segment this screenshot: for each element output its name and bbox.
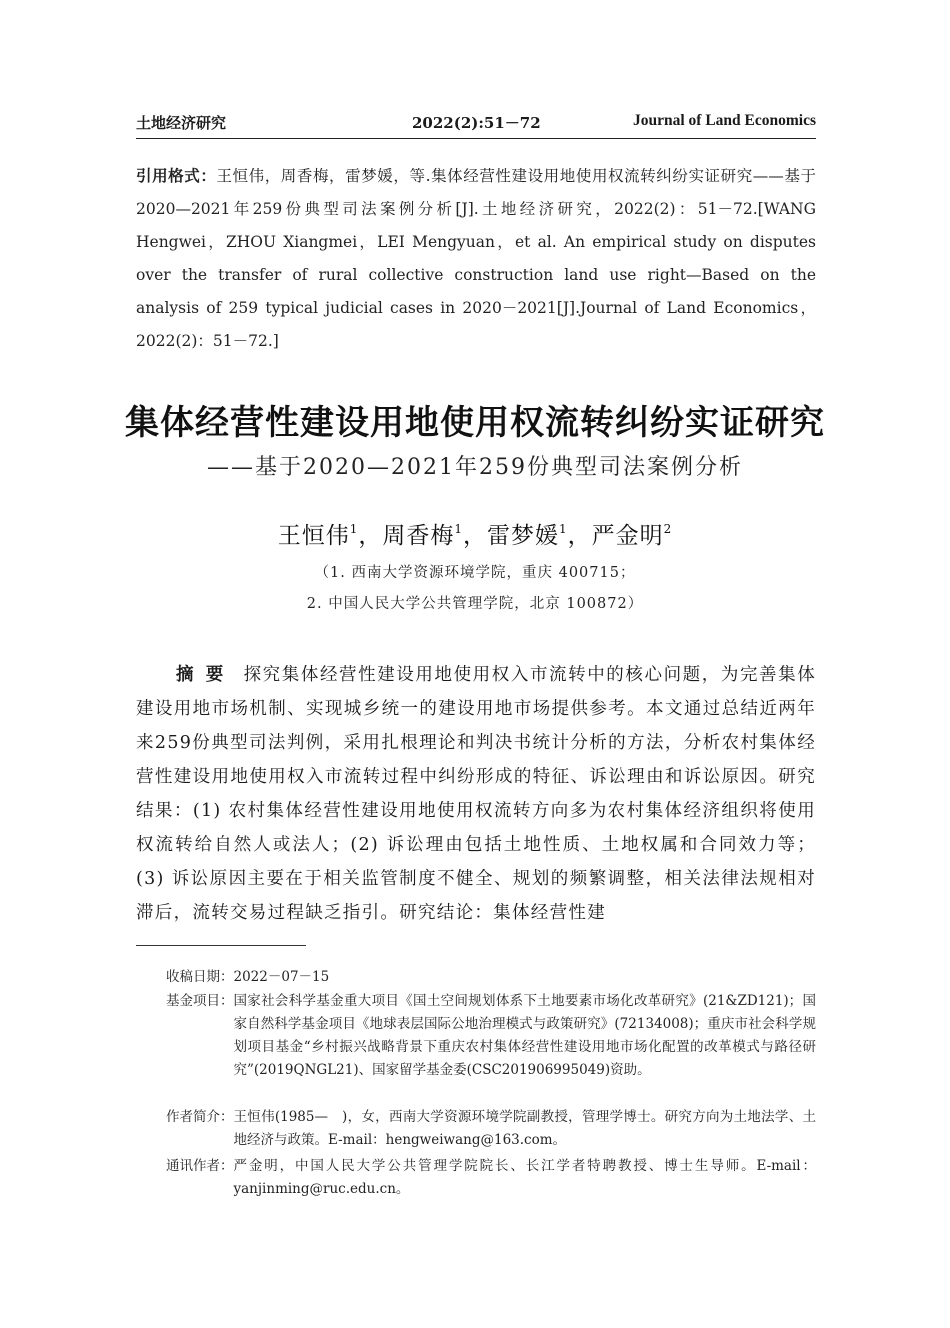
footnote-author-bio	[166, 1106, 816, 1152]
footnote-corresponding	[166, 1155, 816, 1201]
author-affil-mark: 1	[559, 522, 568, 536]
author-separator: ，	[463, 523, 487, 549]
author-affil-mark: 1	[454, 522, 463, 536]
author-affil-mark: 1	[349, 522, 359, 536]
paper-title: 集体经营性建设用地使用权流转纠纷实证研究	[125, 403, 825, 443]
footnote-key: 作者简介：	[166, 1109, 234, 1125]
affiliation-line: （1. 西南大学资源环境学院，重庆 400715；	[314, 565, 636, 581]
author-affil-mark: 2	[663, 522, 673, 536]
citation-block	[136, 160, 816, 358]
citation-label: 引用格式：	[136, 167, 217, 185]
header-journal-cn: 土地经济研究	[136, 114, 227, 132]
affiliation-line: 2. 中国人民大学公共管理学院，北京 100872）	[306, 596, 644, 612]
author-name: 雷梦媛	[487, 523, 559, 549]
footnote-key: 收稿日期：	[166, 969, 234, 985]
footnote-key: 通讯作者：	[166, 1158, 234, 1174]
citation-text: 王恒伟，周香梅，雷梦媛，等.集体经营性建设用地使用权流转纠纷实证研究——基于2020—2021年259份典型司法案例分析[J].土地经济研究，2022(2)：51－72.[WANG Hengwei，ZHOU Xiangmei，LEI Mengyuan，et al. An empirical study on disputes over the transfer of rural collective construction land use right—Based on the analysis of 259 typical judicial cases in 2020－2021[J].Journal of Land Economics，2022(2)：51－72.]	[136, 167, 816, 350]
footnote-value: 严金明，中国人民大学公共管理学院院长、长江学者特聘教授、博士生导师。E-mail：yanjinming@ruc.edu.cn。	[233, 1158, 816, 1197]
author-name: 严金明	[591, 523, 664, 549]
abstract-block	[136, 658, 816, 930]
abstract-text: 探究集体经营性建设用地使用权入市流转中的核心问题，为完善集体建设用地市场机制、实现城乡统一的建设用地市场提供参考。本文通过总结近两年来259份典型司法判例，采用扎根理论和判决书统计分析的方法，分析农村集体经营性建设用地使用权入市流转过程中纠纷形成的特征、诉讼理由和诉讼原因。研究结果：(1) 农村集体经营性建设用地使用权流转方向多为农村集体经济组织将使用权流转给自然人或法人；(2) 诉讼理由包括土地性质、土地权属和合同效力等；(3) 诉讼原因主要在于相关监管制度不健全、规划的频繁调整，相关法律法规相对滞后，流转交易过程缺乏指引。研究结论：集体经营性建	[136, 665, 817, 923]
header-rule	[136, 138, 816, 139]
author-list	[0, 517, 950, 550]
author-name: 周香梅	[382, 523, 455, 549]
footnote-key: 基金项目：	[166, 993, 234, 1009]
footnote-value: 国家社会科学基金重大项目《国土空间规划体系下土地要素市场化改革研究》(21&ZD121)；国家自然科学基金项目《地球表层国际公地治理模式与政策研究》(72134008)；重庆市社会科学规划项目基金“乡村振兴战略背景下重庆农村集体经营性建设用地市场化配置的改革模式与路径研究”(2019QNGL21)、国家留学基金委(CSC201906995049)资助。	[233, 993, 816, 1078]
abstract-label: 摘要	[176, 665, 236, 685]
footnote-received	[166, 966, 816, 989]
header-issue: 2022(2):51－72	[412, 114, 541, 132]
footnote-value: 王恒伟(1985— )，女，西南大学资源环境学院副教授，管理学博士。研究方向为土地法学、土地经济与政策。E-mail：hengweiwang@163.com。	[233, 1109, 816, 1148]
paper-subtitle: ——基于2020—2021年259份典型司法案例分析	[207, 455, 743, 480]
footnote-funding	[166, 990, 816, 1082]
footnote-value: 2022－07－15	[233, 969, 330, 985]
header-journal-en: Journal of Land Economics	[632, 112, 816, 129]
author-name: 王恒伟	[277, 523, 350, 549]
footnote-rule	[136, 945, 306, 946]
author-separator: ，	[567, 523, 592, 549]
author-separator: ，	[358, 523, 383, 549]
